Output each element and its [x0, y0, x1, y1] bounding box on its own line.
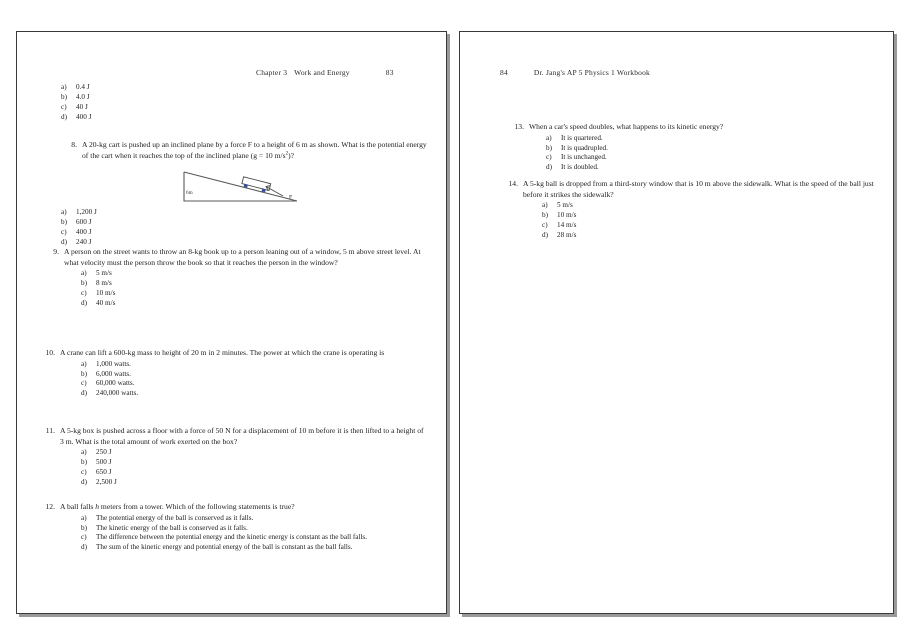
choice-label: c)	[81, 468, 87, 476]
question-text-tail: )?	[288, 150, 294, 160]
choice-item[interactable]	[542, 201, 874, 211]
question-stem	[41, 502, 427, 513]
question-8-choices	[61, 208, 261, 248]
choice-label: c)	[81, 533, 87, 542]
choice-list	[542, 201, 874, 241]
choice-list	[81, 269, 427, 309]
choice-label: d)	[61, 112, 67, 121]
choice-value: It is quadrupled.	[561, 143, 608, 152]
question-stem	[45, 247, 427, 268]
question-number: 13.	[514, 122, 524, 131]
choice-value: 500 J	[96, 458, 112, 467]
choice-label: d)	[81, 389, 87, 398]
question-stem	[63, 140, 427, 161]
choice-label: a)	[81, 513, 87, 522]
choice-label: d)	[81, 543, 87, 552]
choice-label: d)	[61, 237, 67, 246]
choice-label: c)	[61, 102, 67, 111]
choice-item[interactable]	[542, 221, 874, 231]
choice-label: d)	[546, 163, 552, 172]
question-text: A 5-kg box is pushed across a floor with a force of 50 N for a displacement of 10 m before it is then lifted to a height of 3 m. What is the total amount of work exerted on the box?	[60, 426, 424, 446]
choice-item[interactable]	[81, 478, 427, 488]
choice-label: a)	[542, 201, 548, 210]
page-number: 84	[500, 68, 508, 77]
choice-value: 0.4 J	[76, 83, 90, 91]
choice-label: b)	[81, 369, 87, 378]
choice-label: c)	[81, 289, 87, 297]
question-number: 12.	[45, 502, 55, 511]
question-13	[510, 122, 870, 173]
choice-list	[81, 448, 427, 488]
question-text: A person on the street wants to throw an 8-kg book up to a person leaning out of a window, 5 m above street level. At what velocity must the person throw the book so that it reaches the person in the window?	[64, 247, 421, 267]
choice-value: 1,000 watts.	[96, 359, 131, 368]
choice-item[interactable]	[61, 113, 261, 123]
choice-list	[81, 360, 427, 400]
choice-item[interactable]	[81, 299, 427, 309]
choice-label: a)	[81, 269, 87, 278]
choice-label: c)	[61, 227, 67, 236]
left-page-running-head	[256, 68, 394, 77]
choice-label: a)	[81, 448, 87, 457]
choice-label: a)	[81, 359, 87, 368]
left-page	[16, 31, 447, 614]
question-number: 10.	[45, 348, 55, 357]
choice-value: It is unchanged.	[561, 153, 607, 162]
question-stem	[41, 348, 427, 359]
question-text: A crane can lift a 600-kg mass to height of 20 m in 2 minutes. The power at which the crane is operating is	[60, 348, 385, 357]
question-number: 11.	[45, 426, 55, 435]
choice-label: a)	[546, 133, 552, 142]
question-10	[41, 348, 427, 399]
question-stem	[504, 179, 874, 200]
question-text	[82, 140, 427, 161]
choice-label: b)	[542, 211, 548, 220]
choice-list	[546, 134, 870, 174]
question-number: 8.	[71, 140, 77, 149]
question-stem	[510, 122, 870, 133]
choice-item[interactable]	[81, 389, 427, 399]
choice-list	[61, 83, 261, 123]
choice-list	[81, 514, 421, 554]
question-text-pre: A ball falls	[60, 502, 96, 511]
choice-value: 2,500 J	[96, 477, 117, 486]
choice-value: 1,200 J	[76, 208, 97, 216]
choice-label: d)	[542, 230, 548, 239]
choice-label: c)	[542, 221, 548, 229]
question-text-main: A 20-kg cart is pushed up an inclined plane by a force F to a height of 6 m as shown. What is the potential energy of the cart when it reaches the top of the inclined plane (g = 10 m/s	[82, 140, 427, 160]
question-9	[45, 247, 427, 309]
choice-item[interactable]	[81, 448, 427, 458]
choice-label: a)	[61, 208, 67, 216]
choice-label: b)	[546, 143, 552, 152]
question-12	[41, 502, 427, 553]
choice-label: b)	[61, 217, 67, 226]
choice-list	[61, 208, 261, 248]
choice-value: It is quartered.	[561, 133, 603, 142]
choice-value: 600 J	[76, 217, 92, 226]
choice-item[interactable]	[61, 228, 261, 238]
choice-value: 5 m/s	[557, 201, 573, 210]
choice-item[interactable]	[81, 524, 421, 534]
choice-item[interactable]	[61, 218, 261, 228]
choice-label: c)	[81, 379, 87, 388]
choice-item[interactable]	[81, 279, 427, 289]
choice-item[interactable]	[81, 269, 427, 279]
choice-value: 6,000 watts.	[96, 369, 131, 378]
question-11	[41, 426, 427, 488]
page-number: 83	[385, 68, 394, 77]
choice-item[interactable]	[81, 370, 427, 380]
choice-item[interactable]	[81, 543, 421, 553]
choice-item[interactable]	[61, 83, 261, 93]
inclined-plane-figure	[179, 169, 303, 209]
choice-value: The potential energy of the ball is conserved as it falls.	[96, 513, 254, 522]
choice-item[interactable]	[81, 468, 427, 478]
question-text: A 5-kg ball is dropped from a third-story window that is 10 m above the sidewalk. What is the speed of the ball just before it strikes the sidewalk?	[523, 179, 874, 199]
question-stem	[41, 426, 427, 447]
choice-value: 240 J	[76, 237, 92, 246]
question-text	[60, 502, 427, 513]
choice-item[interactable]	[81, 379, 427, 389]
choice-item[interactable]	[81, 514, 421, 524]
question-number: 9.	[53, 247, 59, 256]
choice-item[interactable]	[61, 103, 261, 113]
choice-label: d)	[81, 477, 87, 486]
choice-label: b)	[81, 279, 87, 288]
question-14	[504, 179, 874, 241]
choice-label: b)	[81, 458, 87, 467]
choice-value: 240,000 watts.	[96, 389, 139, 398]
choice-item[interactable]	[546, 144, 870, 154]
choice-value: 8 m/s	[96, 279, 112, 288]
choice-value: The difference between the potential energy and the kinetic energy is constant as the ball falls.	[96, 533, 368, 542]
choice-value: 4.0 J	[76, 92, 90, 101]
choice-item[interactable]	[546, 153, 870, 163]
choice-value: 14 m/s	[557, 221, 577, 229]
question-text-variable: h	[95, 502, 100, 511]
question-text-post: meters from a tower. Which of the following statements is true?	[99, 502, 295, 511]
choice-item[interactable]	[61, 208, 261, 218]
question-8	[63, 140, 427, 161]
choice-label: b)	[61, 92, 67, 101]
right-page	[459, 31, 894, 614]
question-text-exponent: 2	[285, 151, 289, 157]
choice-value: 10 m/s	[557, 211, 577, 220]
choice-item[interactable]	[546, 134, 870, 144]
choice-item[interactable]	[61, 93, 261, 103]
choice-value: 400 J	[76, 227, 92, 236]
choice-item[interactable]	[81, 289, 427, 299]
choice-label: a)	[61, 83, 67, 91]
choice-value: 250 J	[96, 448, 112, 457]
choice-item[interactable]	[542, 231, 874, 241]
choice-item[interactable]	[81, 458, 427, 468]
choice-value: 400 J	[76, 112, 92, 121]
choice-value: It is doubled.	[561, 163, 599, 172]
height-label: 6m	[186, 190, 193, 196]
chapter-title: Work and Energy	[294, 68, 350, 77]
right-page-running-head	[500, 68, 650, 77]
question-text: When a car's speed doubles, what happens to its kinetic energy?	[529, 122, 724, 131]
choice-value: 5 m/s	[96, 269, 112, 278]
choice-item[interactable]	[81, 360, 427, 370]
orphan-choice-list	[61, 83, 261, 123]
force-label: F	[289, 195, 293, 201]
choice-item[interactable]	[542, 211, 874, 221]
choice-value: The kinetic energy of the ball is conserved as it falls.	[96, 523, 248, 532]
choice-value: 40 J	[76, 102, 88, 111]
choice-value: 28 m/s	[557, 230, 577, 239]
choice-value: 60,000 watts.	[96, 379, 135, 388]
choice-label: b)	[81, 523, 87, 532]
choice-item[interactable]	[81, 533, 421, 543]
choice-value: 650 J	[96, 468, 112, 476]
book-title: Dr. Jang's AP 5 Physics 1 Workbook	[533, 68, 651, 77]
choice-value: 40 m/s	[96, 298, 116, 307]
question-number: 14.	[508, 179, 518, 188]
choice-value: The sum of the kinetic energy and potential energy of the ball is constant as the ball falls.	[96, 543, 353, 552]
choice-label: c)	[546, 153, 552, 162]
choice-label: d)	[81, 298, 87, 307]
choice-value: 10 m/s	[96, 289, 116, 297]
chapter-label: Chapter 3	[256, 68, 288, 77]
choice-item[interactable]	[546, 163, 870, 173]
